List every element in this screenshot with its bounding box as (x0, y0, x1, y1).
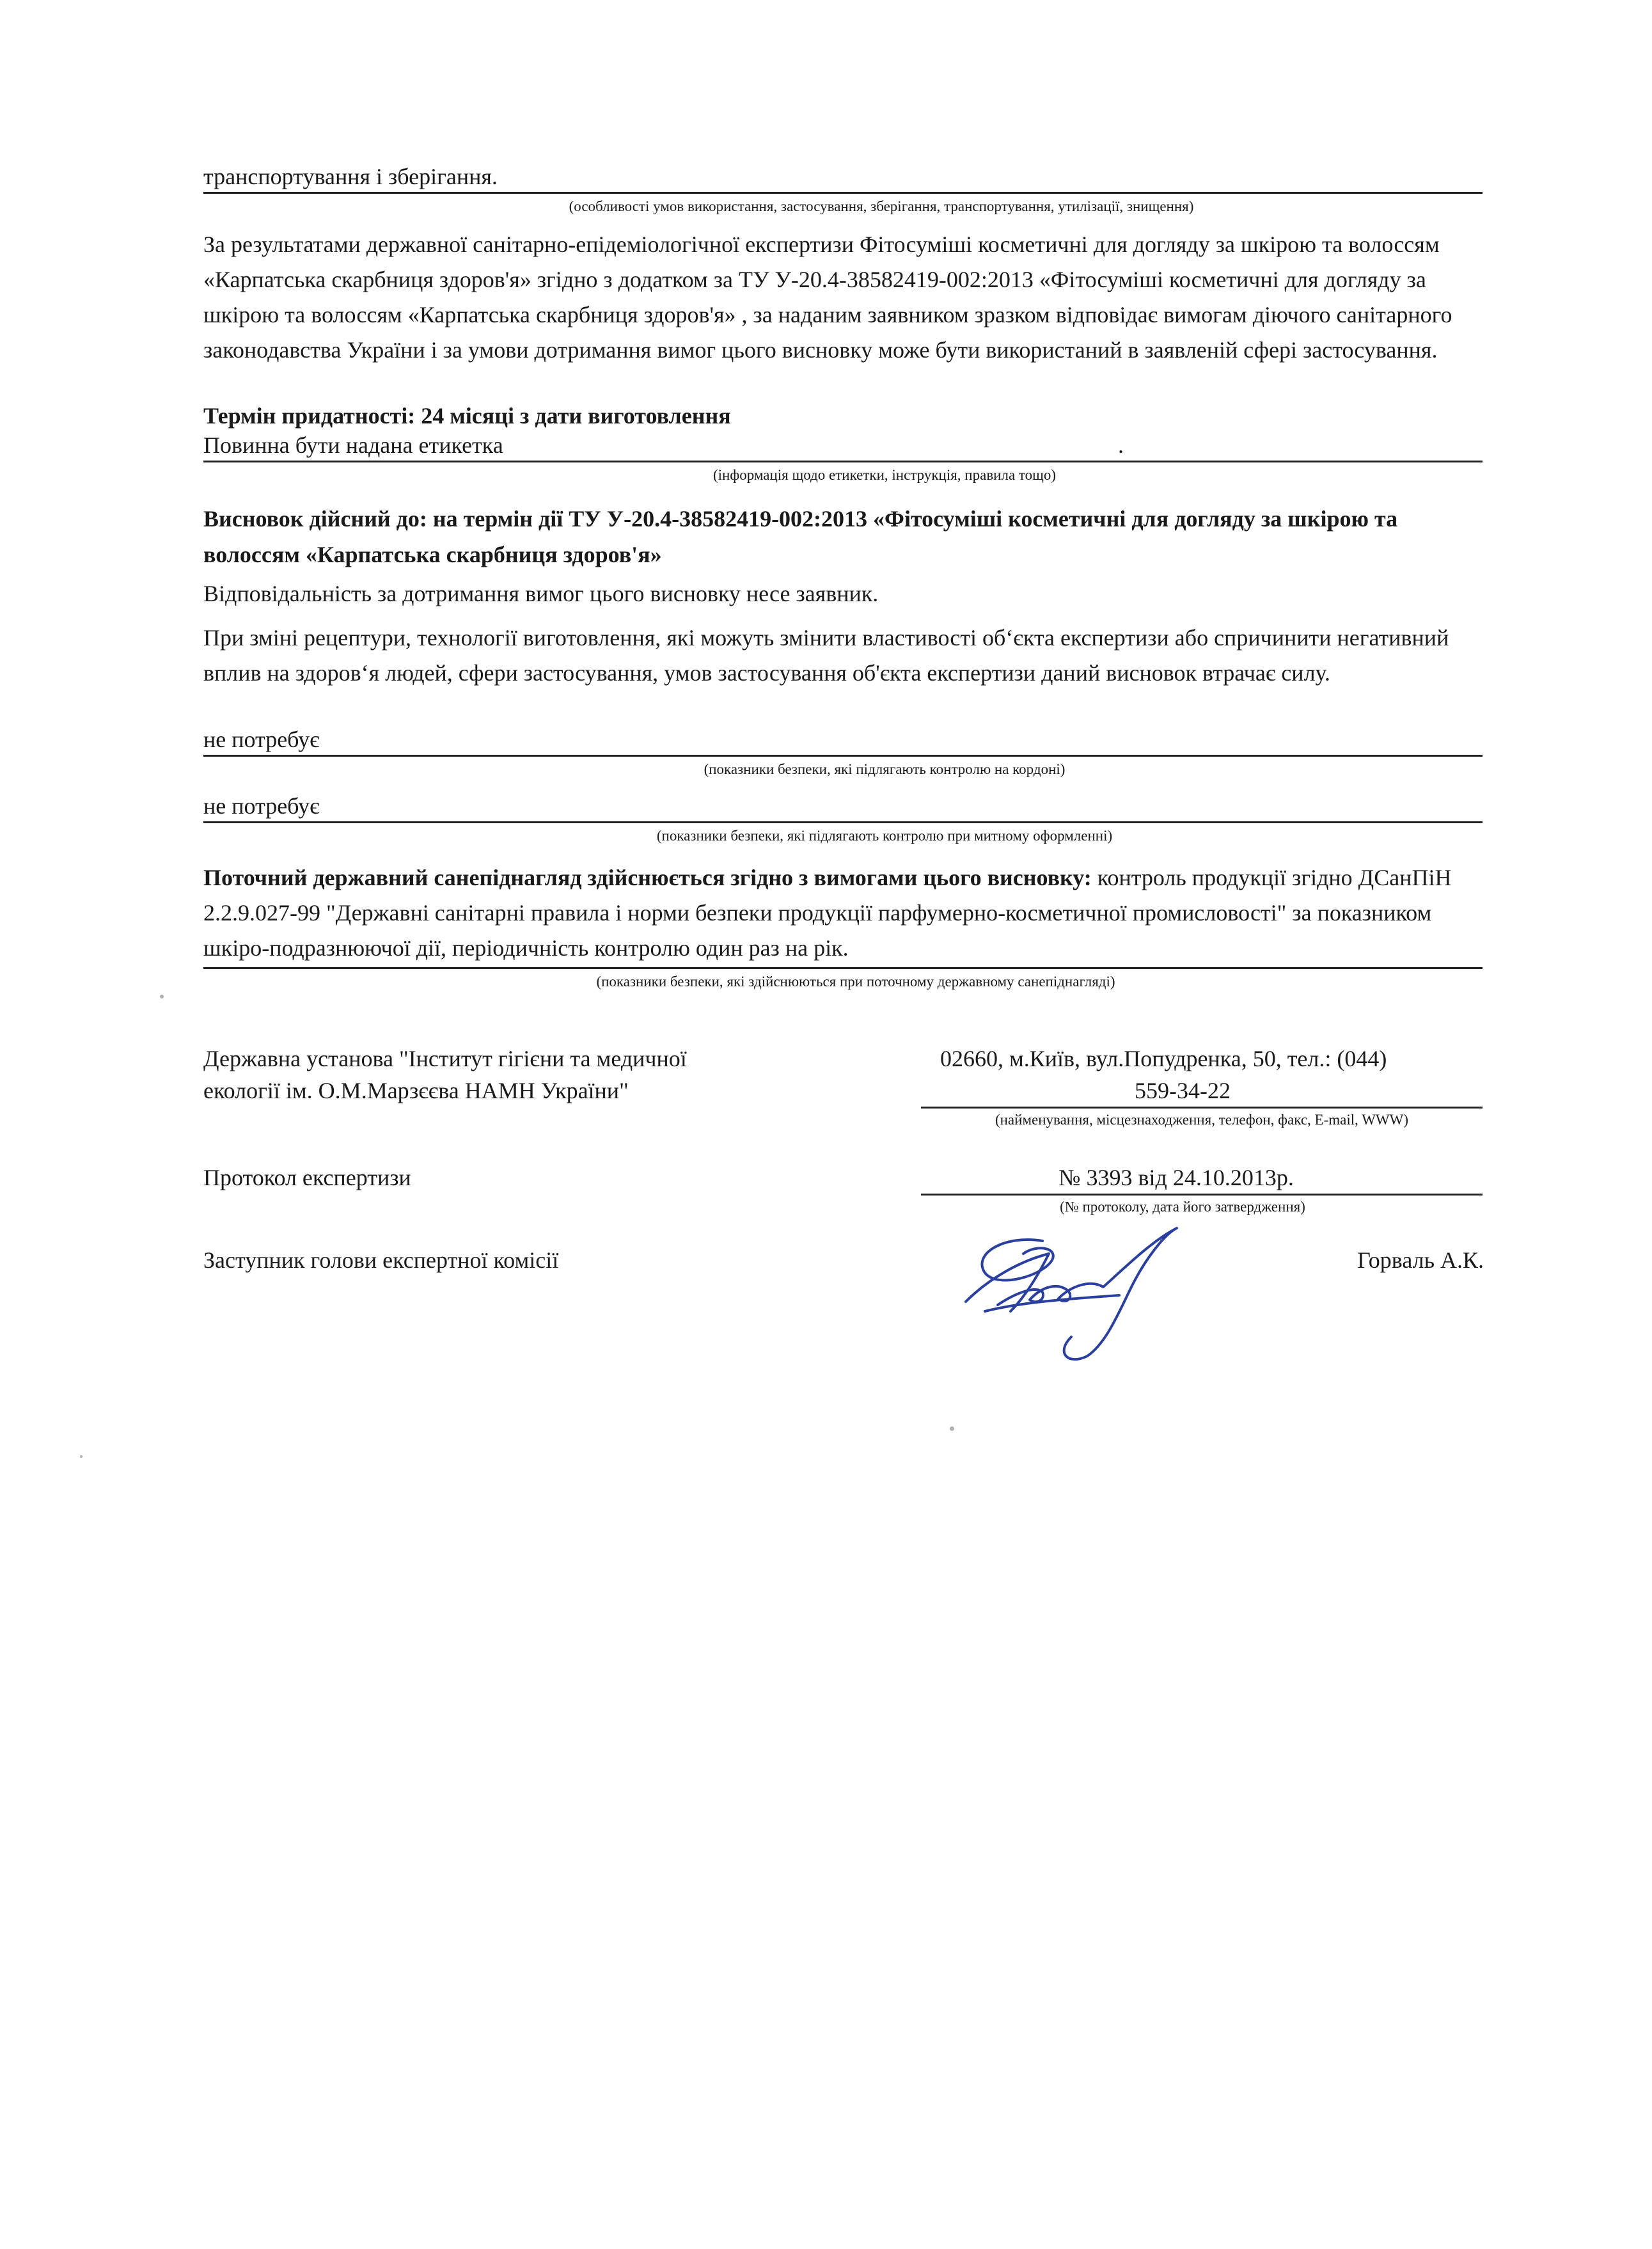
change-paragraph: При зміні рецептури, технології виготовлення, які можуть змінити властивості об‘єкта експертизи або спричинити негативний вплив на здоров‘я людей, сфери застосування, умов застосування об'єкта експертизи даний висновок втрачає силу. (203, 625, 1449, 686)
institution-address-line1: 02660, м.Київ, вул.Попудренка, 50, тел.: (044) (940, 1046, 1387, 1071)
border-control-block (203, 722, 1483, 778)
border-control-text: не потребує (203, 727, 320, 752)
border-control-line (203, 722, 1483, 757)
label-block (203, 427, 1483, 484)
institution-address-block (921, 1043, 1483, 1129)
scan-speck (160, 995, 164, 998)
responsibility-block (203, 576, 1483, 612)
label-dot: . (1118, 432, 1124, 458)
signatory-name: Горваль А.К. (1357, 1247, 1484, 1273)
institution-caption: (найменування, місцезнаходження, телефон, факс, E-mail, WWW) (995, 1112, 1409, 1128)
customs-control-text: не потребує (203, 793, 320, 819)
supervision-text: контроль продукції згідно ДСанПіН 2.2.9.027-99 "Державні санітарні правила і норми безпеки продукції парфумерно-косметичної промисловості" за показником шкіро-подразнюючої дії, періодичність контролю один раз на рік. (203, 865, 1452, 961)
label-text: Повинна бути надана етикетка (203, 432, 503, 458)
supervision-block (203, 860, 1483, 991)
protocol-label-block (203, 1162, 779, 1194)
border-control-caption: (показники безпеки, які підлягають контролю на кордоні) (704, 761, 1066, 777)
protocol-value: № 3393 від 24.10.2013р. (1058, 1165, 1294, 1190)
usage-conditions-text: транспортування і зберігання. (203, 164, 498, 189)
scan-speck (950, 1426, 954, 1431)
validity-block (203, 501, 1483, 572)
handwritten-signature (947, 1215, 1215, 1362)
scan-speck (80, 1455, 83, 1458)
label-caption: (інформація щодо етикетки, інструкція, правила тощо) (712, 467, 1057, 483)
label-line (203, 427, 1483, 462)
customs-control-block (203, 788, 1483, 845)
validity-lead: Висновок дійсний до: (203, 506, 427, 532)
signatory-name-block (1254, 1244, 1484, 1276)
institution-name-block (203, 1043, 843, 1107)
protocol-value-underline (921, 1162, 1483, 1196)
institution-name-line2: екології ім. О.М.Марзєєва НАМН України" (203, 1078, 629, 1103)
supervision-lead: Поточний державний санепіднагляд здійснюється згідно з вимогами цього висновку: (203, 865, 1092, 890)
signatory-position: Заступник голови експертної комісії (203, 1247, 559, 1273)
signatory-position-block (203, 1244, 843, 1276)
customs-control-line (203, 788, 1483, 823)
customs-control-caption: (показники безпеки, які підлягають контролю при митному оформленні) (656, 828, 1113, 844)
usage-conditions-line (203, 154, 1483, 194)
protocol-caption: (№ протоколу, дата його затвердження) (1060, 1199, 1305, 1215)
supervision-paragraph (203, 860, 1483, 969)
validity-paragraph (203, 501, 1483, 572)
institution-address-line2: 559-34-22 (1135, 1078, 1231, 1103)
expertise-block (203, 227, 1483, 368)
institution-name-line1: Державна установа "Інститут гігієни та медичної (203, 1046, 687, 1071)
institution-address-underline (921, 1075, 1483, 1109)
change-block (203, 620, 1483, 691)
supervision-caption: (показники безпеки, які здійснюються при поточному державному санепіднагляді) (596, 974, 1115, 990)
expertise-paragraph: За результатами державної санітарно-епідеміологічної експертизи Фітосуміші косметичні для догляду за шкірою та волоссям «Карпатська скарбниця здоров'я» згідно з додатком за ТУ У-20.4-38582419-002:2013 «Фітосуміші косметичні для догляду за шкірою та волоссям «Карпатська скарбниця здоров'я» , за наданим заявником зразком відповідає вимогам діючого санітарного законодавства України і за умови дотримання вимог цього висновку може бути використаний в заявленій сфері застосування. (203, 232, 1452, 363)
responsibility-text: Відповідальність за дотримання вимог цього висновку несе заявник. (203, 581, 879, 606)
validity-text: на термін дії ТУ У-20.4-38582419-002:2013 «Фітосуміші косметичні для догляду за шкірою та волоссям «Карпатська скарбниця здоров'я» (203, 506, 1398, 567)
usage-conditions-caption: (особливості умов використання, застосування, зберігання, транспортування, утилізації, знищення) (569, 198, 1194, 214)
protocol-label: Протокол експертизи (203, 1165, 411, 1190)
protocol-value-block (921, 1162, 1483, 1216)
shelf-life: Термін придатності: 24 місяці з дати виготовлення (203, 403, 731, 429)
usage-conditions-block (203, 154, 1483, 216)
